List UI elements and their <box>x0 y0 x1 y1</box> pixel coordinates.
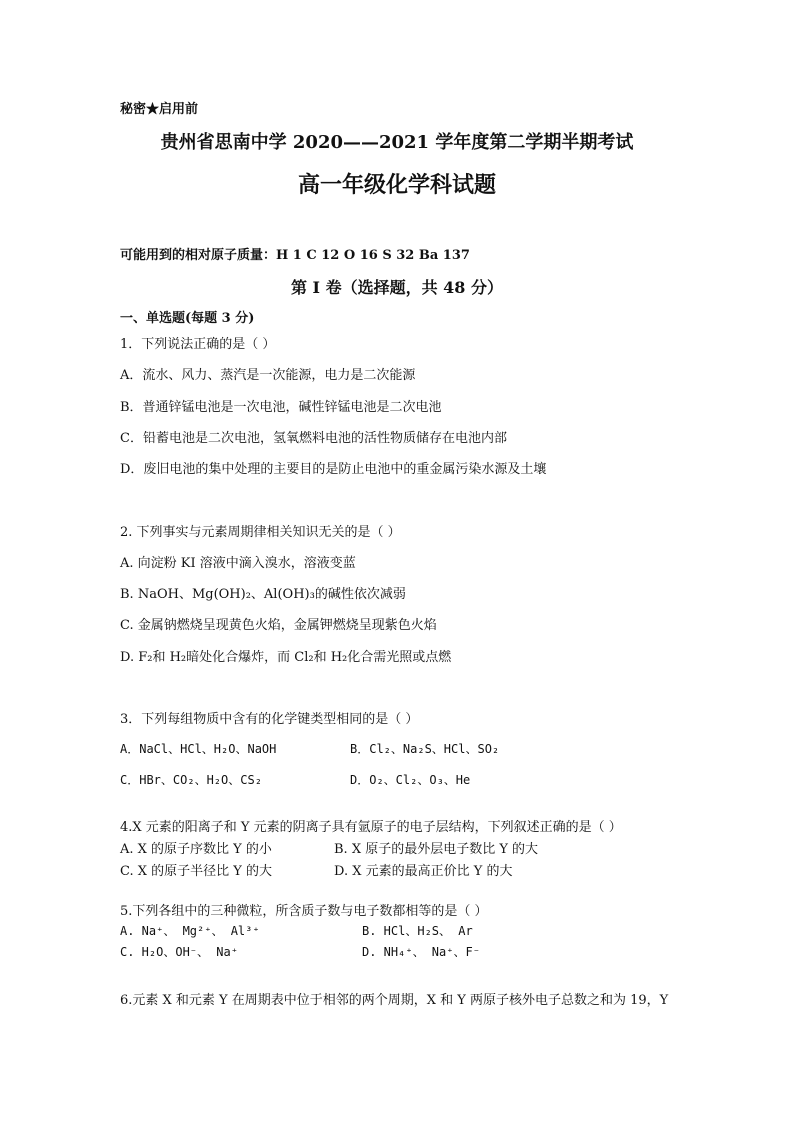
q1-option-c: C．铅蓄电池是二次电池，氢氧燃料电池的活性物质储存在电池内部 <box>120 431 507 446</box>
q3-option-a: A．NaCl、HCl、H₂O、NaOH <box>120 742 277 756</box>
q1-stem: 1．下列说法正确的是（ ） <box>120 337 276 352</box>
q6-stem: 6.元素 X 和元素 Y 在周期表中位于相邻的两个周期，X 和 Y 两原子核外电子总数之和为 19，Y <box>120 993 669 1008</box>
part-title: 一、单选题(每题 3 分) <box>120 311 255 326</box>
exam-title: 贵州省思南中学 2020——2021 学年度第二学期半期考试 <box>160 132 634 153</box>
q3-stem: 3．下列每组物质中含有的化学键类型相同的是（ ） <box>120 712 419 727</box>
q5-option-c: C. H₂O、OH⁻、 Na⁺ <box>120 945 238 959</box>
q5-option-a: A. Na⁺、 Mg²⁺、 Al³⁺ <box>120 924 260 938</box>
q5-option-b: B. HCl、H₂S、 Ar <box>362 924 473 938</box>
q2-option-a: A. 向淀粉 KI 溶液中滴入溴水，溶液变蓝 <box>120 556 356 571</box>
q1-option-a: A．流水、风力、蒸汽是一次能源，电力是二次能源 <box>120 368 416 383</box>
q4-option-d: D. X 元素的最高正价比 Y 的大 <box>334 864 513 879</box>
q3-option-b: B．Cl₂、Na₂S、HCl、SO₂ <box>350 742 500 756</box>
q4-option-c: C. X 的原子半径比 Y 的大 <box>120 864 272 879</box>
q2-option-b: B. NaOH、Mg(OH)₂、Al(OH)₃的碱性依次减弱 <box>120 587 406 602</box>
q4-option-b: B. X 原子的最外层电子数比 Y 的大 <box>334 842 539 857</box>
exam-subtitle: 高一年级化学科试题 <box>297 172 496 198</box>
q4-stem: 4.X 元素的阳离子和 Y 元素的阴离子具有氩原子的电子层结构，下列叙述正确的是（ ） <box>120 820 622 835</box>
section-title: 第 I 卷（选择题，共 48 分） <box>290 278 504 297</box>
q5-stem: 5.下列各组中的三种微粒，所含质子数与电子数都相等的是（ ） <box>120 904 488 919</box>
q5-option-d: D. NH₄⁺、 Na⁺、F⁻ <box>362 945 480 959</box>
q1-option-b: B．普通锌锰电池是一次电池，碱性锌锰电池是二次电池 <box>120 400 442 415</box>
q2-option-c: C. 金属钠燃烧呈现黄色火焰，金属钾燃烧呈现紫色火焰 <box>120 618 437 633</box>
q4-option-a: A. X 的原子序数比 Y 的小 <box>120 842 272 857</box>
q1-option-d: D．废旧电池的集中处理的主要目的是防止电池中的重金属污染水源及土壤 <box>120 462 547 477</box>
q3-option-d: D．O₂、Cl₂、O₃、He <box>350 773 471 787</box>
q3-option-c: C．HBr、CO₂、H₂O、CS₂ <box>120 773 262 787</box>
secret-label: 秘密★启用前 <box>120 102 199 117</box>
atomic-masses: 可能用到的相对原子质量：H 1 C 12 O 16 S 32 Ba 137 <box>120 248 470 263</box>
q2-stem: 2. 下列事实与元素周期律相关知识无关的是（ ） <box>120 525 401 540</box>
q2-option-d: D. F₂和 H₂暗处化合爆炸，而 Cl₂和 H₂化合需光照或点燃 <box>120 650 452 665</box>
